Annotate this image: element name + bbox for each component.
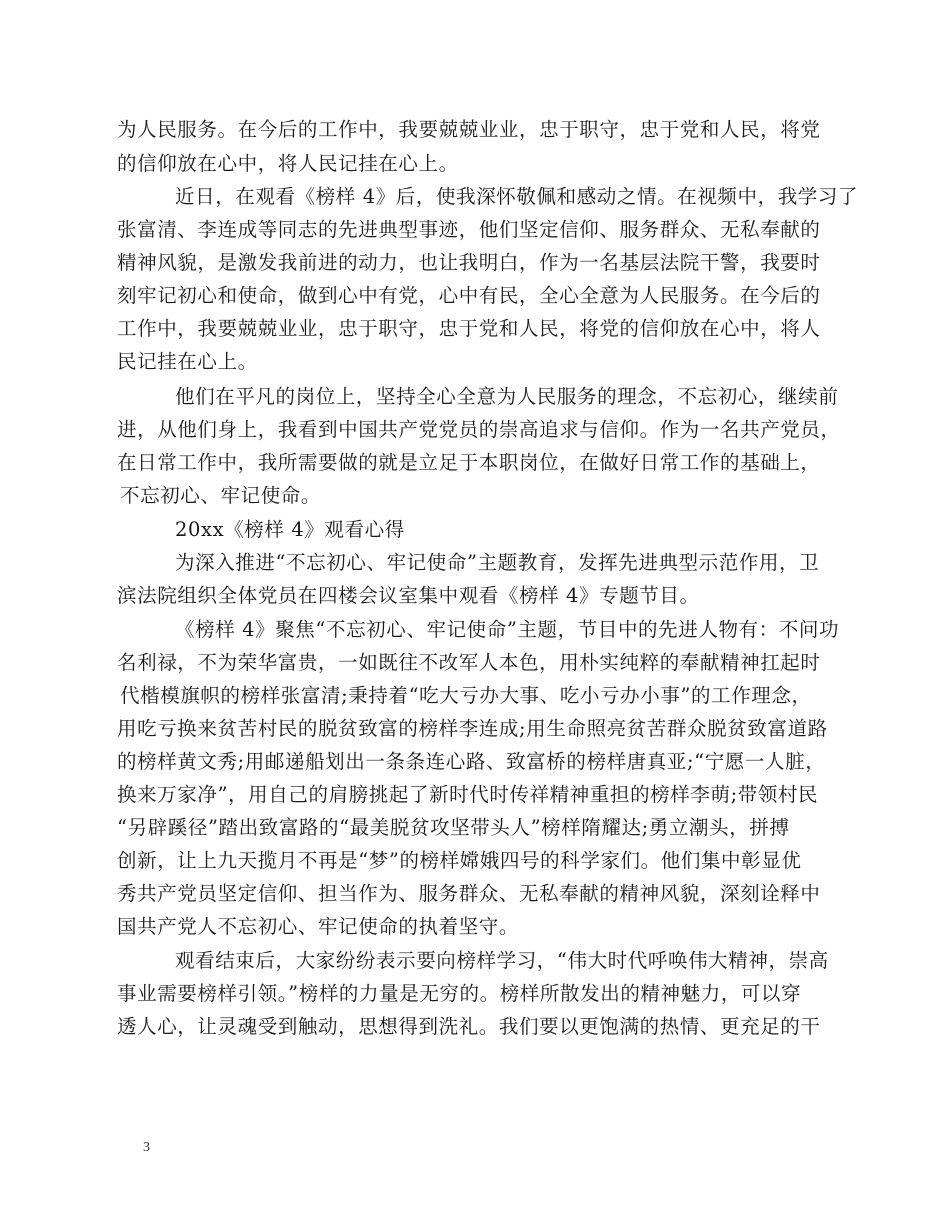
text-line: 进，从他们身上，我看到中国共产党党员的崇高追求与信仰。作为一名共产党员， [117,418,841,441]
text-line: 精神风貌，是激发我前进的动力，也让我明白，作为一名基层法院干警，我要时 [117,251,821,274]
page-number: 3 [143,1140,150,1155]
text-line: 为深入推进“不忘初心、牢记使命”主题教育，发挥先进典型示范作用，卫 [175,551,820,574]
text-line: 在日常工作中，我所需要做的就是立足于本职岗位，在做好日常工作的基础上， [117,451,821,474]
text-line: 换来万家净”，用自己的肩膀挑起了新时代时传祥精神重担的榜样李萌;带领村民 [117,783,819,806]
text-line: 秀共产党员坚定信仰、担当作为、服务群众、无私奉献的精神风貌，深刻诠释中 [117,882,821,905]
text-line: 滨法院组织全体党员在四楼会议室集中观看《榜样 4》专题节目。 [117,584,700,607]
text-line: 代楷模旗帜的榜样张富清;秉持着“吃大亏办大事、吃小亏办小事”的工作理念， [120,684,812,707]
text-line: 工作中，我要兢兢业业，忠于职守，忠于党和人民，将党的信仰放在心中，将人 [117,317,821,340]
text-line: 观看结束后，大家纷纷表示要向榜样学习，“伟大时代呼唤伟大精神，崇高 [175,949,829,972]
text-line: 《榜样 4》聚焦“不忘初心、牢记使命”主题，节目中的先进人物有：不问功 [175,618,840,641]
text-line: 名利禄，不为荣华富贵，一如既往不改军人本色，用朴实纯粹的奉献精神扛起时 [117,651,821,674]
text-line: 创新，让上九天揽月不再是“梦”的榜样嫦娥四号的科学家们。他们集中彰显优 [117,849,802,872]
text-line: 近日，在观看《榜样 4》后，使我深怀敬佩和感动之情。在视频中，我学习了 [175,185,859,208]
text-line: 不忘初心、牢记使命。 [120,484,322,507]
text-line: 透人心，让灵魂受到触动，思想得到洗礼。我们要以更饱满的热情、更充足的干 [117,1015,821,1038]
text-line: 民记挂在心上。 [117,350,258,373]
text-line: 的信仰放在心中，将人民记挂在心上。 [117,152,459,175]
text-line: 刻牢记初心和使命，做到心中有党，心中有民，全心全意为人民服务。在今后的 [117,284,821,307]
text-line: 国共产党人不忘初心、牢记使命的执着坚守。 [117,915,520,938]
text-line: “另辟蹊径”踏出致富路的“最美脱贫攻坚带头人”榜样隋耀达;勇立潮头，拼搏 [117,816,790,839]
text-line: 用吃亏换来贫苦村民的脱贫致富的榜样李连成;用生命照亮贫苦群众脱贫致富道路 [117,717,828,740]
text-line: 20xx《榜样 4》观看心得 [175,518,405,541]
text-line: 的榜样黄文秀;用邮递船划出一条条连心路、致富桥的榜样唐真亚;“宁愿一人脏， [117,750,826,773]
text-line: 张富清、李连成等同志的先进典型事迹，他们坚定信仰、服务群众、无私奉献的 [117,218,821,241]
text-line: 事业需要榜样引领。”榜样的力量是无穷的。榜样所散发出的精神魅力，可以穿 [117,982,802,1005]
text-line: 为人民服务。在今后的工作中，我要兢兢业业，忠于职守，忠于党和人民，将党 [117,118,821,141]
text-line: 他们在平凡的岗位上，坚持全心全意为人民服务的理念，不忘初心，继续前 [175,385,839,408]
